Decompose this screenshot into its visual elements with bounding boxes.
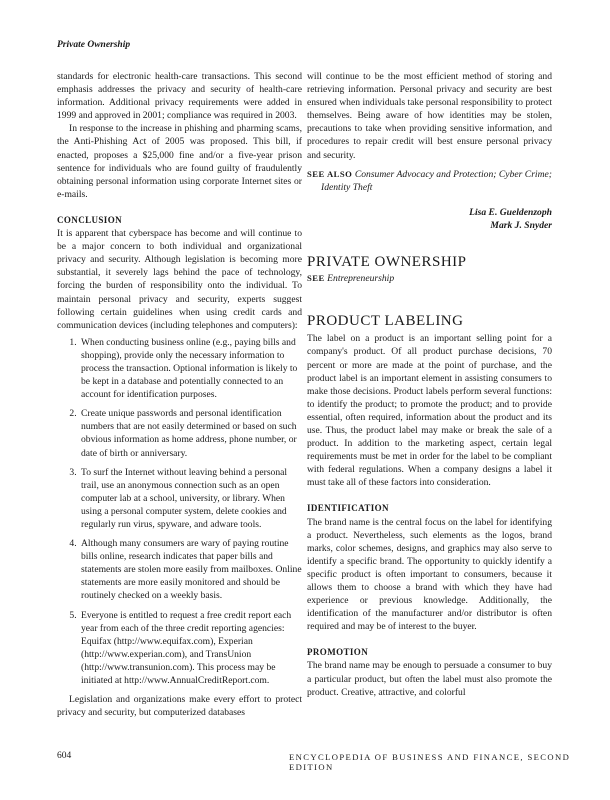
see-also	[307, 168, 552, 194]
paragraph: standards for electronic health-care transactions. This second emphasis addresses the privacy and security of health-care information. Additional privacy requirements were added in 1999 and approved in 2001; compliance was required in 2003.	[57, 71, 302, 122]
see-ref[interactable]: Entrepreneurship	[327, 273, 395, 285]
see-also-refs[interactable]: Consumer Advocacy and Protection; Cyber Crime; Identity Theft	[321, 168, 552, 193]
list-item: 3. To surf the Internet without leaving behind a personal trail, use an anonymous connection such as an open computer lab at a school, university, or library. When using a personal computer system, delete cookies and regularly run virus, spyware, and adware tools.	[79, 466, 302, 531]
left-column	[57, 70, 302, 719]
entry-title-product-labeling: PRODUCT LABELING	[307, 313, 464, 330]
paragraph: In response to the increase in phishing and pharming scams, the Anti-Phishing Act of 2005 was proposed. This bill, if enacted, proposes a $25,000 fine and/or a five-year prison sentence for individuals who are found guilty of fraudulently obtaining personal information using corporate Internet sites or e-mails.	[57, 123, 302, 200]
list-item: 1. When conducting business online (e.g., paying bills and shopping), provide only the necessary information to process the transaction. Optional information is likely to be kept in a database and potentially connected to an account for identification purposes.	[79, 336, 302, 401]
publication-title: ENCYCLOPEDIA OF BUSINESS AND FINANCE, SECOND EDITION	[289, 752, 571, 772]
paragraph: The brand name may be enough to persuade a consumer to buy a particular product, but often the label must also promote the product. Creative, attractive, and colorful	[307, 660, 552, 698]
paragraph: will continue to be the most efficient method of storing and retrieving information. Personal privacy and security are best ensured when individuals take personal responsibility to protect themselves. Being aware of how identities may be stolen, precautions to take when providing sensitive information, and procedures to repair credit will best ensure personal privacy and security.	[307, 71, 552, 161]
page-number: 604	[57, 751, 72, 761]
guideline-list	[57, 336, 302, 687]
author: Mark J. Snyder	[490, 219, 552, 231]
list-item: 2. Create unique passwords and personal identification numbers that are not easily determined or based on such obvious information as home address, phone number, or date of birth or anniversary.	[79, 407, 302, 459]
see-reference	[307, 272, 552, 285]
list-item: 5. Everyone is entitled to request a free credit report each year from each of the three credit reporting agencies: Equifax (http://www.equifax.com), Experian (http://www.experian.com), and TransUnion (http://www.transunion.com). This process may be initiated at http://www.AnnualCreditReport.com.	[79, 609, 302, 688]
author: Lisa E. Gueldenzoph	[469, 206, 552, 218]
paragraph: It is apparent that cyberspace has become and will continue to be a major concern to both individual and organizational privacy and security. Although legislation is becoming more substantial, it severely lags behind the pace of technology, forcing the burden of responsibility onto the individual. To maintain personal privacy and security, experts suggest following certain guidelines when using credit cards and communication devices (including telephones and computers):	[57, 228, 302, 331]
list-item: 4. Although many consumers are wary of paying routine bills online, research indicates that paper bills and statements are stolen more easily from mailboxes. Online statements are more easily monitored and should be routinely checked on a weekly basis.	[79, 537, 302, 602]
running-head: Private Ownership	[57, 40, 131, 50]
right-column	[307, 70, 552, 699]
entry-title-private-ownership: PRIVATE OWNERSHIP	[307, 254, 467, 271]
paragraph: The label on a product is an important selling point for a company's product. Of all product purchase decisions, 70 percent or more are made at the point of purchase, and the product label is an important element in assisting consumers to make those decisions. Product labels perform several functions: to identify the product; to promote the product; and to provide essential, often required, information about the product and its use. Thus, the product label may make or break the sale of a product. In addition to the marketing aspect, certain legal requirements must be met in order for the label to be compliant with federal regulations. When a company designs a label it must take all of these factors into consideration.	[307, 333, 552, 489]
paragraph: Legislation and organizations make every effort to protect privacy and security, but computerized databases	[57, 694, 302, 719]
section-heading-conclusion: CONCLUSION	[57, 214, 123, 225]
paragraph: The brand name is the central focus on the label for identifying a product. Nevertheless, such elements as the logos, brand marks, color schemes, designs, and graphics may also serve to identify a specific brand. The opportunity to quickly identify a specific product is often important to consumers, because it allows them to choose a brand with which they have had experience or previous knowledge. Additionally, the identification of the manufacturer and/or distributor is often required and may be of interest to the buyer.	[307, 516, 552, 633]
section-heading-identification: IDENTIFICATION	[307, 503, 389, 514]
see-label: SEE	[307, 273, 325, 284]
see-also-label: SEE ALSO	[307, 168, 353, 179]
section-heading-promotion: PROMOTION	[307, 647, 369, 658]
